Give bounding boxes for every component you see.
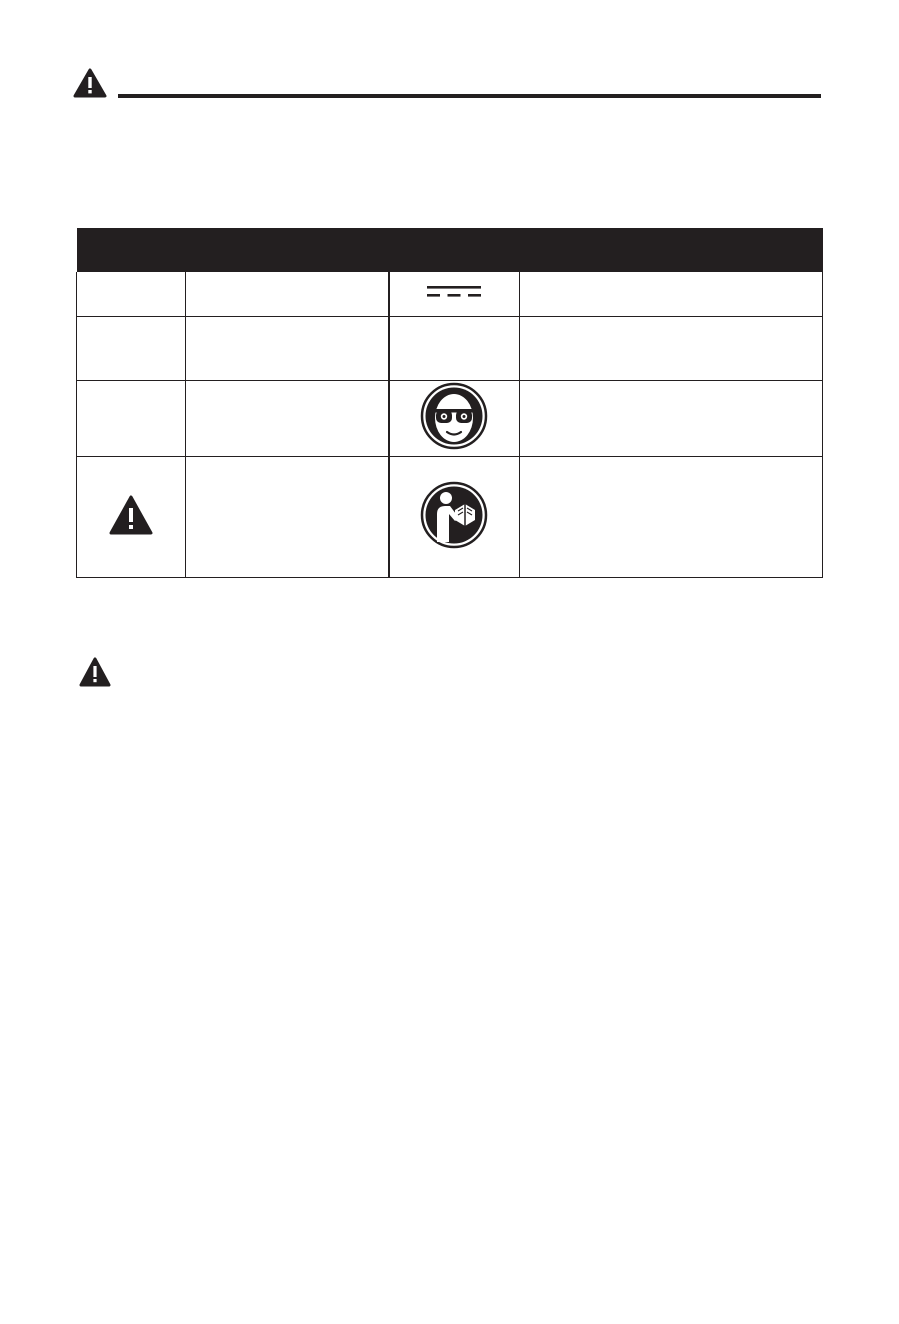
- table-cell: [389, 272, 520, 317]
- table-cell: [520, 272, 823, 317]
- eye-protection-icon: [419, 381, 489, 451]
- read-manual-icon: [419, 480, 489, 550]
- table-row: [77, 272, 823, 317]
- direct-current-icon: [425, 284, 483, 300]
- table-cell: [186, 381, 389, 457]
- warning-triangle-icon: [79, 657, 111, 687]
- table-cell: [186, 457, 389, 578]
- table-header-cell: [186, 228, 389, 272]
- table-row: [77, 317, 823, 381]
- table-row: [77, 457, 823, 578]
- table-cell: [520, 317, 823, 381]
- table-cell: [520, 457, 823, 578]
- table-cell: [389, 457, 520, 578]
- table-header-cell: [520, 228, 823, 272]
- safety-alert-icon: [108, 494, 154, 536]
- table-header-row: [77, 228, 823, 272]
- table-cell: [77, 457, 186, 578]
- table-header-cell: [389, 228, 520, 272]
- symbols-table: [76, 228, 823, 578]
- table-cell: [77, 272, 186, 317]
- table-cell: [389, 381, 520, 457]
- table-cell: [186, 317, 389, 381]
- table-cell: [520, 381, 823, 457]
- table-header-cell: [77, 228, 186, 272]
- table-cell: [77, 381, 186, 457]
- warning-triangle-icon: [73, 68, 107, 98]
- table-cell: [77, 317, 186, 381]
- table-cell: [389, 317, 520, 381]
- section-header-rule: [118, 94, 821, 98]
- table-cell: [186, 272, 389, 317]
- table-row: [77, 381, 823, 457]
